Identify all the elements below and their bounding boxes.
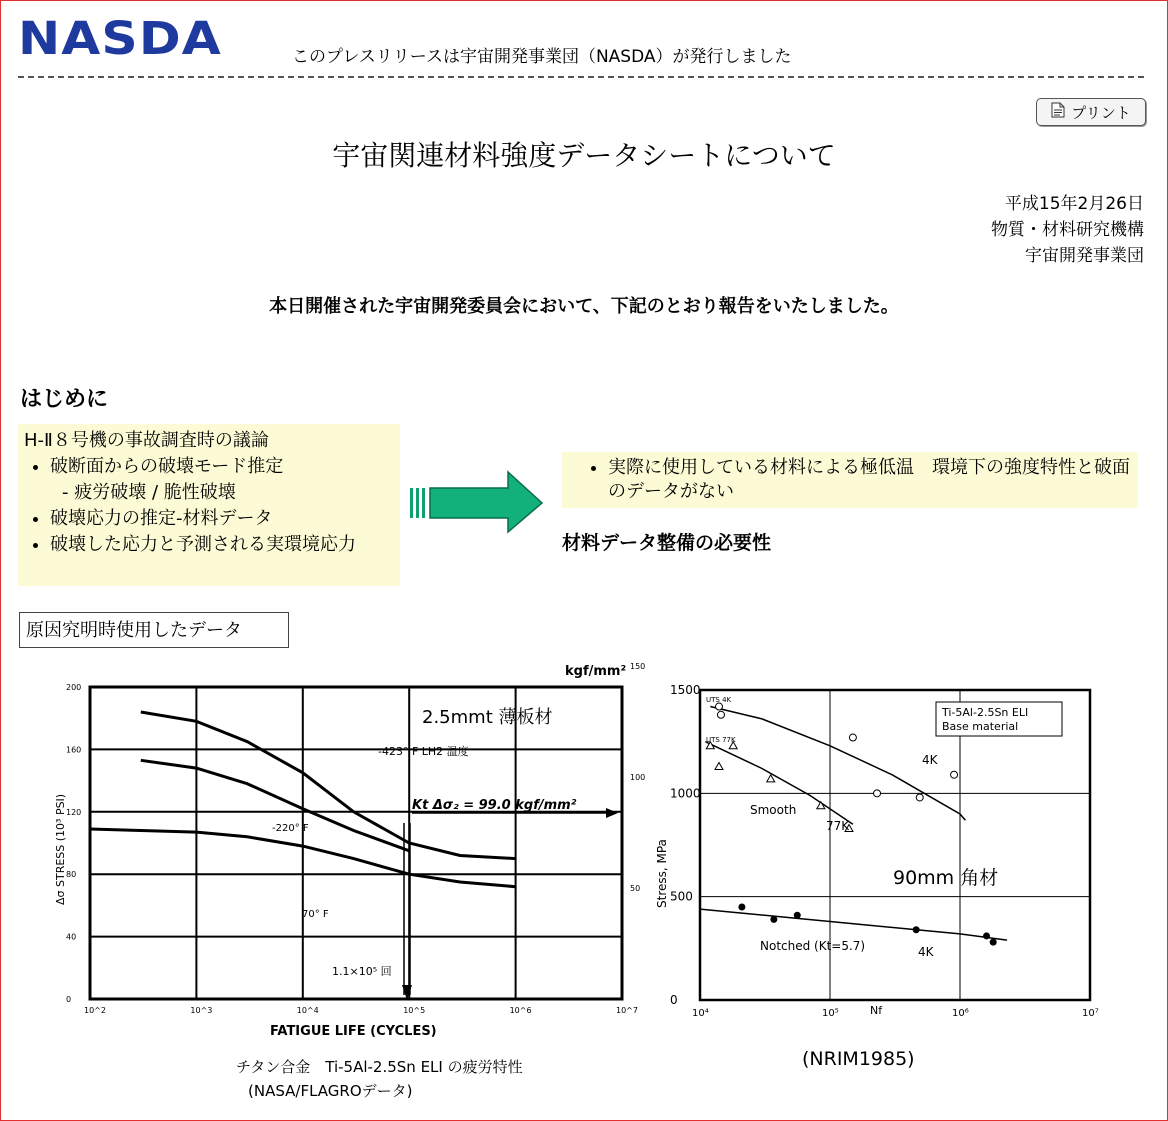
sn-x-tick: 10⁵ [822, 1008, 839, 1019]
section-heading: はじめに [20, 387, 109, 412]
sn-chart-title: 90mm 角材 [893, 867, 999, 889]
sn-point-notched-4k [738, 904, 745, 911]
press-notice: このプレスリリースは宇宙開発事業団（NASDA）が発行しました [292, 47, 792, 67]
fatigue-x-tick: 10^3 [190, 1006, 213, 1015]
sn-x-tick: 10⁶ [952, 1008, 969, 1019]
list-subitem: - 疲労破壊 / 脆性破壊 [62, 482, 236, 503]
sn-point-smooth-4k [717, 711, 724, 718]
sn-point-notched-4k [770, 916, 777, 923]
document-icon [1051, 102, 1065, 122]
list-item: • 破壊した応力と予測される実環境応力 [50, 532, 394, 558]
data-label: 原因究明時使用したデータ [19, 612, 289, 648]
discussion-list-2 [24, 506, 394, 558]
sn-source: (NRIM1985) [802, 1048, 915, 1070]
sn-point-notched-4k [794, 912, 801, 919]
fatigue-y-tick: 0 [66, 995, 72, 1004]
sn-chart [650, 680, 1130, 1040]
discussion-box [18, 424, 400, 586]
cycles-annotation: 1.1×10⁵ 回 [332, 965, 392, 978]
fatigue-x-tick: 10^6 [509, 1006, 532, 1015]
sn-x-label: Nf [870, 1004, 883, 1017]
series-label-220: -220° F [272, 823, 309, 834]
label-smooth: Smooth [750, 803, 797, 817]
conclusion-text: 材料データ整備の必要性 [562, 532, 772, 554]
label-notched: Notched (Kt=5.7) [760, 939, 866, 953]
fatigue-y2-tick: 100 [630, 773, 646, 783]
sn-legend-line1: Ti-5Al-2.5Sn ELI [942, 706, 1029, 719]
sn-y-tick: 1000 [670, 786, 701, 801]
fatigue-y2-tick: 50 [630, 884, 641, 894]
label-uts4k: UTS 4K [706, 696, 732, 704]
header-divider [18, 76, 1144, 78]
org-nims: 物質・材料研究機構 [991, 220, 1144, 240]
fatigue-y-tick: 160 [66, 745, 82, 755]
kt-annotation: Kt Δσ₂ = 99.0 kgf/mm² [412, 798, 577, 813]
sn-point-smooth-4k [951, 771, 958, 778]
org-nasda: 宇宙開発事業団 [1025, 246, 1144, 266]
sn-point-smooth-4k [849, 734, 856, 741]
fatigue-x-tick: 10^5 [403, 1006, 426, 1015]
fatigue-y-tick: 200 [66, 683, 82, 692]
fatigue-source: (NASA/FLAGROデータ) [248, 1082, 413, 1100]
series-label-lh2: -423° F LH2 温度 [378, 745, 469, 758]
sn-point-smooth-4k [916, 794, 923, 801]
series-label-70: 70° F [302, 909, 329, 920]
fatigue-chart [40, 655, 650, 1050]
fatigue-x-tick: 10^7 [616, 1006, 638, 1015]
release-date: 平成15年2月26日 [1004, 194, 1144, 214]
sn-x-tick: 10⁷ [1082, 1008, 1099, 1019]
sn-y-tick: 500 [670, 889, 693, 904]
discussion-list [24, 454, 394, 480]
nasda-logo: NASDA [18, 12, 222, 65]
list-item: • 実際に使用している材料による極低温 環境下の強度特性と破面のデータがない [608, 456, 1132, 504]
label-77k: 77K [826, 819, 850, 833]
fatigue-x-tick: 10^4 [296, 1006, 319, 1015]
lead-text: 本日開催された宇宙開発委員会において、下記のとおり報告をいたしました。 [269, 296, 899, 317]
problem-box [562, 452, 1138, 508]
problem-list [568, 456, 1132, 504]
sn-point-smooth-4k [715, 703, 722, 710]
list-item: • 破断面からの破壊モード推定 [50, 454, 394, 480]
sn-y-label: Stress, MPa [655, 839, 669, 908]
list-item: • 破壊応力の推定-材料データ [50, 506, 394, 532]
arrow-right-icon [406, 470, 546, 534]
page-title: 宇宙関連材料強度データシートについて [332, 139, 836, 172]
fatigue-x-tick: 10^2 [84, 1006, 106, 1015]
fatigue-y2-unit: kgf/mm² [565, 664, 627, 679]
sn-x-tick: 10⁴ [692, 1008, 709, 1019]
sn-y-tick: 0 [670, 993, 678, 1007]
fatigue-chart-title: 2.5mmt 薄板材 [422, 707, 553, 728]
sn-y-tick: 1500 [670, 683, 701, 697]
fatigue-y-tick: 120 [66, 807, 82, 817]
fatigue-x-label: FATIGUE LIFE (CYCLES) [270, 1024, 437, 1039]
sn-point-notched-4k [913, 926, 920, 933]
sn-legend-line2: Base material [942, 720, 1019, 733]
print-label: プリント [1071, 103, 1131, 122]
print-button[interactable] [1036, 98, 1146, 126]
fatigue-caption: チタン合金 Ti-5Al-2.5Sn ELI の疲労特性 [236, 1058, 523, 1076]
fatigue-plot-area [90, 687, 622, 999]
fatigue-y-tick: 40 [66, 932, 77, 942]
discussion-title: H-Ⅱ８号機の事故調査時の議論 [24, 430, 269, 451]
sn-point-smooth-4k [874, 790, 881, 797]
sn-point-notched-4k [983, 932, 990, 939]
sn-point-notched-4k [990, 939, 997, 946]
label-4k-notched: 4K [918, 945, 934, 959]
fatigue-y2-tick: 150 [630, 662, 646, 672]
label-uts77k: UTS 77K [706, 736, 736, 744]
label-4k-smooth: 4K [922, 753, 938, 767]
fatigue-y-label: Δσ STRESS (10³ PSI) [54, 793, 67, 905]
fatigue-y-tick: 80 [66, 870, 77, 880]
